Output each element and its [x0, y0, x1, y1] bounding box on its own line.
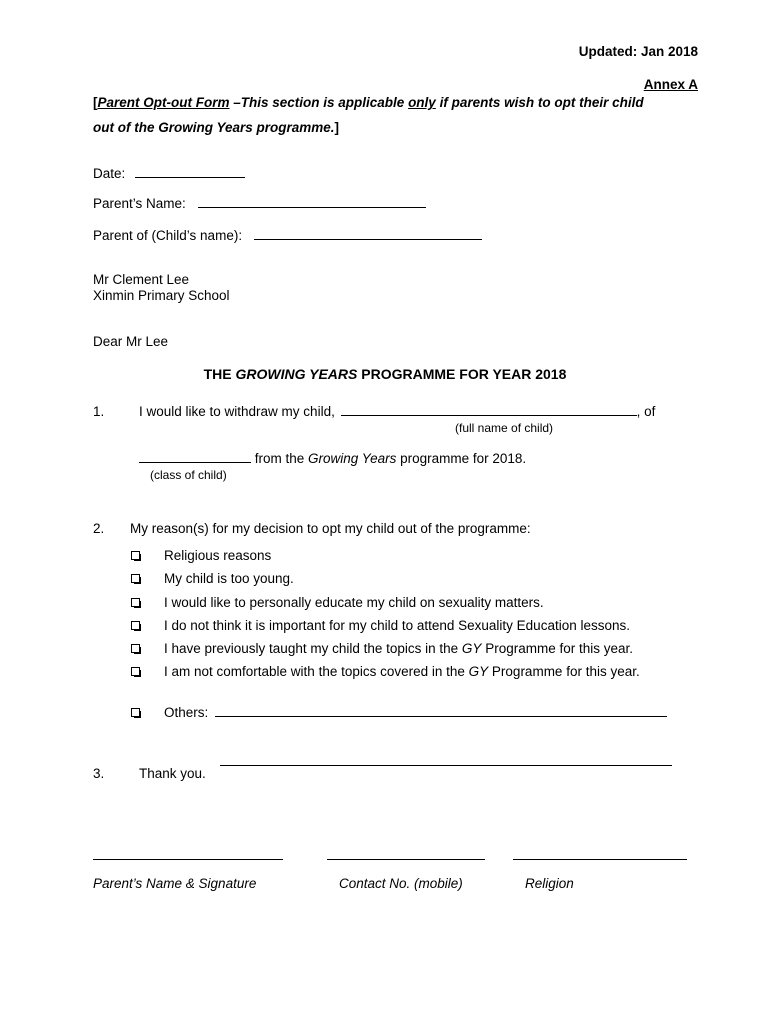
reason-item[interactable] — [131, 664, 640, 679]
checkbox-icon[interactable] — [131, 551, 140, 560]
date-label: Date: — [93, 166, 126, 181]
others-label: Others: — [164, 705, 209, 720]
parent-of-label: Parent of (Child’s name): — [93, 228, 243, 243]
withdraw-text: I would like to withdraw my child, — [139, 404, 335, 419]
item-3-number: 3. — [93, 766, 105, 781]
intro-line-2 — [93, 120, 339, 135]
checkbox-icon[interactable] — [131, 667, 140, 676]
others-blank-2[interactable] — [220, 755, 672, 766]
programme-for-text: programme for 2018. — [396, 451, 527, 466]
class-caption: (class of child) — [150, 468, 227, 482]
recipient-school: Xinmin Primary School — [93, 288, 230, 303]
reason-item[interactable] — [131, 641, 633, 656]
item-1-line — [139, 404, 655, 419]
reason-text: I would like to personally educate my child on sexuality matters. — [164, 595, 544, 610]
reason-item[interactable] — [131, 595, 544, 610]
item-2-text: My reason(s) for my decision to opt my child out of the programme: — [130, 521, 531, 536]
growing-years-text: Growing Years — [308, 451, 397, 466]
title-growing-years: GROWING YEARS — [235, 366, 358, 382]
intro-dash-text: –This section is applicable — [229, 95, 409, 110]
reason-text: I have previously taught my child the topics in the — [164, 641, 462, 656]
parent-signature-line[interactable] — [93, 848, 283, 863]
from-the-text: from the — [251, 451, 309, 466]
parent-signature-label: Parent’s Name & Signature — [93, 876, 257, 891]
date-blank[interactable] — [135, 167, 245, 178]
checkbox-icon[interactable] — [131, 574, 140, 583]
checkbox-icon[interactable] — [131, 598, 140, 607]
class-blank[interactable] — [139, 452, 251, 463]
date-field[interactable] — [93, 166, 245, 181]
parent-name-label: Parent’s Name: — [93, 196, 186, 211]
contact-label: Contact No. (mobile) — [339, 876, 463, 891]
intro-line-2-text: out of the Growing Years programme. — [93, 120, 335, 135]
annex-label: Annex A — [643, 77, 698, 92]
programme-title — [0, 366, 770, 382]
reason-item[interactable] — [131, 548, 271, 563]
item-1-number: 1. — [93, 404, 105, 419]
reason-item[interactable] — [131, 618, 630, 633]
reason-gy: GY — [461, 641, 482, 656]
reason-text-end: Programme for this year. — [481, 641, 633, 656]
updated-date: Updated: Jan 2018 — [578, 44, 698, 59]
reason-gy: GY — [468, 664, 489, 679]
others-line-2[interactable] — [220, 754, 672, 769]
child-name-blank[interactable] — [254, 229, 482, 240]
full-name-blank[interactable] — [341, 405, 637, 416]
recipient-name: Mr Clement Lee — [93, 272, 190, 287]
reason-text: Religious reasons — [164, 548, 272, 563]
checkbox-icon[interactable] — [131, 621, 140, 630]
title-post: PROGRAMME FOR YEAR 2018 — [357, 366, 567, 382]
religion-line[interactable] — [513, 848, 687, 863]
open-bracket: [ — [93, 95, 98, 110]
reason-others[interactable] — [131, 705, 667, 720]
reason-item[interactable] — [131, 571, 294, 586]
parent-name-field[interactable] — [93, 196, 426, 211]
child-name-field[interactable] — [93, 228, 482, 243]
reason-text-end: Programme for this year. — [488, 664, 640, 679]
of-text: , of — [636, 404, 656, 419]
full-name-caption: (full name of child) — [455, 421, 554, 435]
close-bracket: ] — [334, 120, 340, 135]
item-2-number: 2. — [93, 521, 105, 536]
salutation: Dear Mr Lee — [93, 334, 169, 349]
reason-text: I am not comfortable with the topics covered in the — [164, 664, 469, 679]
others-blank-1[interactable] — [215, 706, 667, 717]
intro-rest: if parents wish to opt their child — [435, 95, 644, 110]
reason-text: I do not think it is important for my child to attend Sexuality Education lessons. — [164, 618, 630, 633]
reason-text: My child is too young. — [164, 571, 294, 586]
religion-label: Religion — [525, 876, 574, 891]
contact-line[interactable] — [327, 848, 485, 863]
item-1-class-line — [139, 451, 526, 466]
title-pre: THE — [203, 366, 236, 382]
checkbox-icon[interactable] — [131, 708, 140, 717]
intro-line-1 — [93, 95, 644, 110]
intro-only: only — [408, 95, 436, 110]
parent-name-blank[interactable] — [198, 197, 426, 208]
checkbox-icon[interactable] — [131, 644, 140, 653]
thank-you-text: Thank you. — [139, 766, 206, 781]
form-name: Parent Opt-out Form — [97, 95, 230, 110]
